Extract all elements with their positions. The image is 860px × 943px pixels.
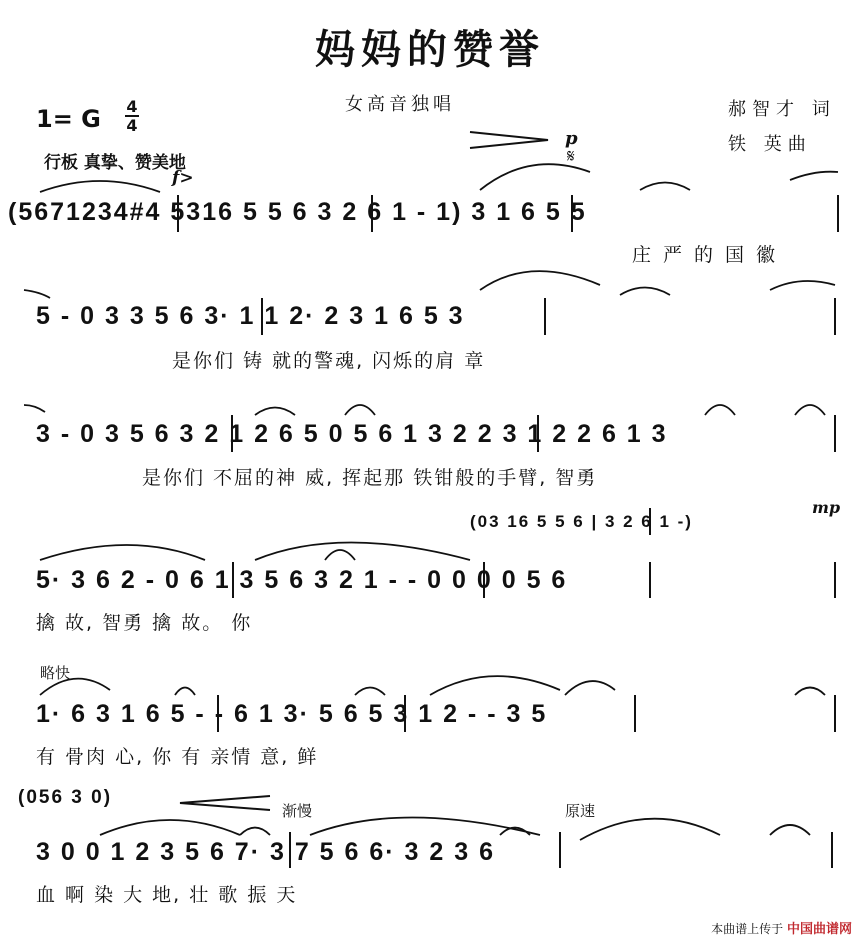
composer-credit: 铁 英曲 (728, 134, 812, 155)
decrescendo-hairpin (470, 132, 548, 148)
key-signature: 1= G (36, 105, 101, 133)
notes-row-2: 5 - 0 3 3 5 6 3· 1 1 2· 2 3 1 6 5 3 (36, 302, 465, 330)
lyrics-row-1: 庄严的国徽 (632, 244, 788, 266)
notes-row-1: (5671234#4 5316 5 5 6 3 2 6 1 - 1) 3 1 6 5 5 (8, 198, 587, 226)
notes-row-4: 5· 3 6 2 - 0 6 1 3 5 6 3 2 1 - - 0 0 0 0 5 6 (36, 566, 568, 594)
time-signature-bottom: 4 (126, 116, 138, 135)
lyrics-row-5: 有 骨肉 心, 你 有 亲情 意, 鲜 (36, 746, 319, 768)
intro-row-6: (056 3 0) (18, 787, 113, 808)
lyrics-row-6: 血 啊 染 大 地, 壮 歌 振 天 (36, 884, 298, 906)
lyricist-credit: 郝智才 词 (728, 99, 836, 120)
dynamic-f: f> (172, 168, 194, 188)
lyrics-row-4: 擒 故, 智勇 擒 故。 你 (36, 612, 253, 634)
dynamic-mp: mp (812, 498, 841, 517)
tempo-marking: 行板 真挚、赞美地 (44, 153, 186, 173)
tempo-change-faster: 略快 (40, 664, 71, 682)
footer-text: 本曲谱上传于 (711, 922, 784, 936)
site-logo[interactable]: 中国曲谱网 (786, 922, 852, 937)
dynamic-p: p (565, 128, 578, 149)
subtitle: 女高音独唱 (345, 94, 455, 115)
segno-icon: 𝄋 (567, 146, 575, 167)
notes-row-5: 1· 6 3 1 6 5 - - 6 1 3· 5 6 5 3 1 2 - - 3 5 (36, 700, 548, 728)
notes-row-3: 3 - 0 3 5 6 3 2 1 2 6 5 0 5 6 1 3 2 2 3 1 2 2 6 1 3 (36, 420, 668, 448)
time-signature-top: 4 (126, 97, 138, 116)
notes-row-6: 3 0 0 1 2 3 5 6 7· 3 7 5 6 6· 3 2 3 6 (36, 838, 495, 866)
intro-row-4: (03 16 5 5 6 | 3 2 6 1 -) (470, 512, 693, 531)
song-title: 妈妈的赞誉 (315, 26, 545, 73)
lyrics-row-3: 是你们 不屈的神 威, 挥起那 铁钳般的手臂, 智勇 (142, 467, 598, 489)
lyrics-row-2: 是你们 铸 就的警魂, 闪烁的肩 章 (172, 350, 486, 372)
tempo-change-slower: 渐慢 (282, 802, 313, 820)
tempo-change-original: 原速 (565, 802, 596, 820)
